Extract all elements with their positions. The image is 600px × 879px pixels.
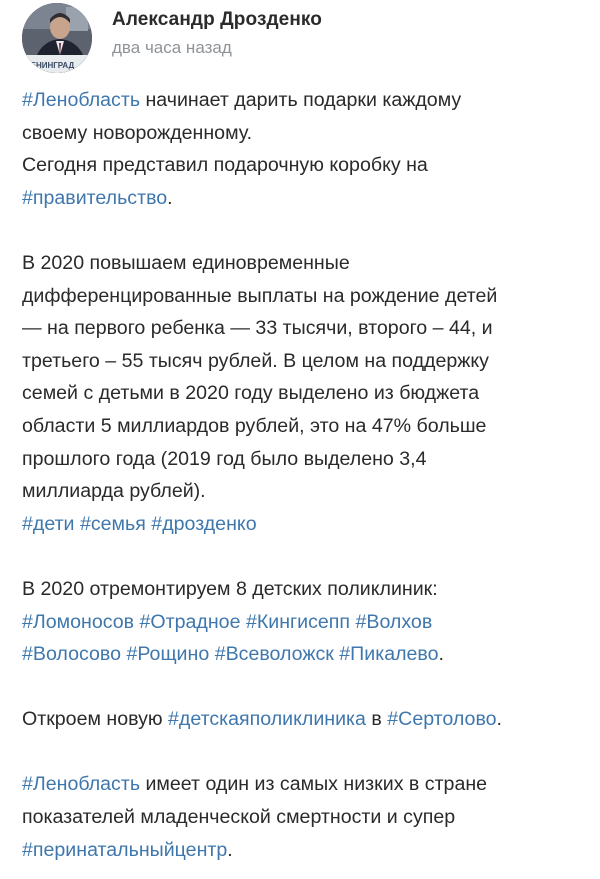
post-line <box>22 834 592 867</box>
hashtag-link[interactable]: #Ленобласть <box>22 89 141 111</box>
post-text: . <box>496 708 502 731</box>
paragraph-gap <box>22 671 592 704</box>
paragraph-gap <box>22 214 592 247</box>
avatar-photo <box>22 3 92 73</box>
post-line: В 2020 отремонтируем 8 детских поликлиник: <box>22 577 438 600</box>
hashtag-link[interactable]: #дети <box>22 512 75 535</box>
hashtag-link[interactable]: #Всеволожск <box>214 643 334 666</box>
hashtag-link[interactable]: #Пикалево <box>339 643 439 666</box>
post-line <box>22 606 592 639</box>
hashtag-link[interactable]: #Кингисепп <box>245 610 351 633</box>
post-text: . <box>167 186 173 209</box>
post-line <box>22 768 592 801</box>
paragraph-gap <box>22 736 592 769</box>
post-line <box>22 703 592 736</box>
avatar-sign-text: ЛЕНИНГРАД <box>25 61 75 70</box>
avatar[interactable] <box>22 3 92 73</box>
hashtag-link[interactable]: #дрозденко <box>151 512 257 535</box>
post-text: в <box>365 708 388 731</box>
hashtag-link[interactable]: #детскаяполиклиника <box>168 708 366 731</box>
hashtag-link[interactable]: #Рощино <box>126 643 210 666</box>
post-text: Откроем новую <box>22 708 169 731</box>
post-line: Сегодня представил подарочную коробку на <box>22 154 428 177</box>
author-block <box>112 8 322 60</box>
hashtag-link[interactable]: #перинатальныйцентр <box>22 838 228 861</box>
post-text: . <box>227 838 233 861</box>
post-line: дифференцированные выплаты на рождение детей <box>22 284 498 307</box>
hashtag-link[interactable]: #Сертолово <box>387 708 497 731</box>
post-line <box>22 84 592 117</box>
hashtag-link[interactable]: #Ленобласть <box>22 773 141 796</box>
paragraph-gap <box>22 540 592 573</box>
post-line: миллиарда рублей). <box>22 480 206 503</box>
post-line: показателей младенческой смертности и супер <box>22 806 456 829</box>
hashtag-link[interactable]: #Ломоносов <box>22 610 135 633</box>
post-line <box>22 638 592 671</box>
post-line <box>22 182 592 215</box>
hashtag-link[interactable]: #правительство <box>22 186 168 209</box>
post-text: . <box>438 643 444 666</box>
hashtag-link[interactable]: #Волосово <box>22 643 121 666</box>
post-line: — на первого ребенка — 33 тысячи, второго – 44, и <box>22 317 493 340</box>
post-line: своему новорожденному. <box>22 121 253 144</box>
post-timestamp[interactable]: два часа назад <box>112 38 232 57</box>
post-line: семей с детьми в 2020 году выделено из бюджета <box>22 382 480 405</box>
post-text: имеет один из самых низких в стране <box>140 773 488 796</box>
hashtag-link[interactable]: #Отрадное <box>139 610 241 633</box>
post-header <box>22 4 322 72</box>
author-name[interactable]: Александр Дрозденко <box>112 9 322 30</box>
post-line: области 5 миллиардов рублей, это на 47% больше <box>22 414 487 437</box>
hashtag-link[interactable]: #Волхов <box>355 610 433 633</box>
post-line <box>22 508 592 541</box>
post-body <box>22 84 592 866</box>
post-line: В 2020 повышаем единовременные <box>22 251 350 274</box>
post-text: начинает дарить подарки каждому <box>140 89 462 111</box>
post-line: прошлого года (2019 год было выделено 3,4 <box>22 447 427 470</box>
post-line: третьего – 55 тысяч рублей. В целом на поддержку <box>22 349 489 372</box>
hashtag-link[interactable]: #семья <box>79 512 146 535</box>
